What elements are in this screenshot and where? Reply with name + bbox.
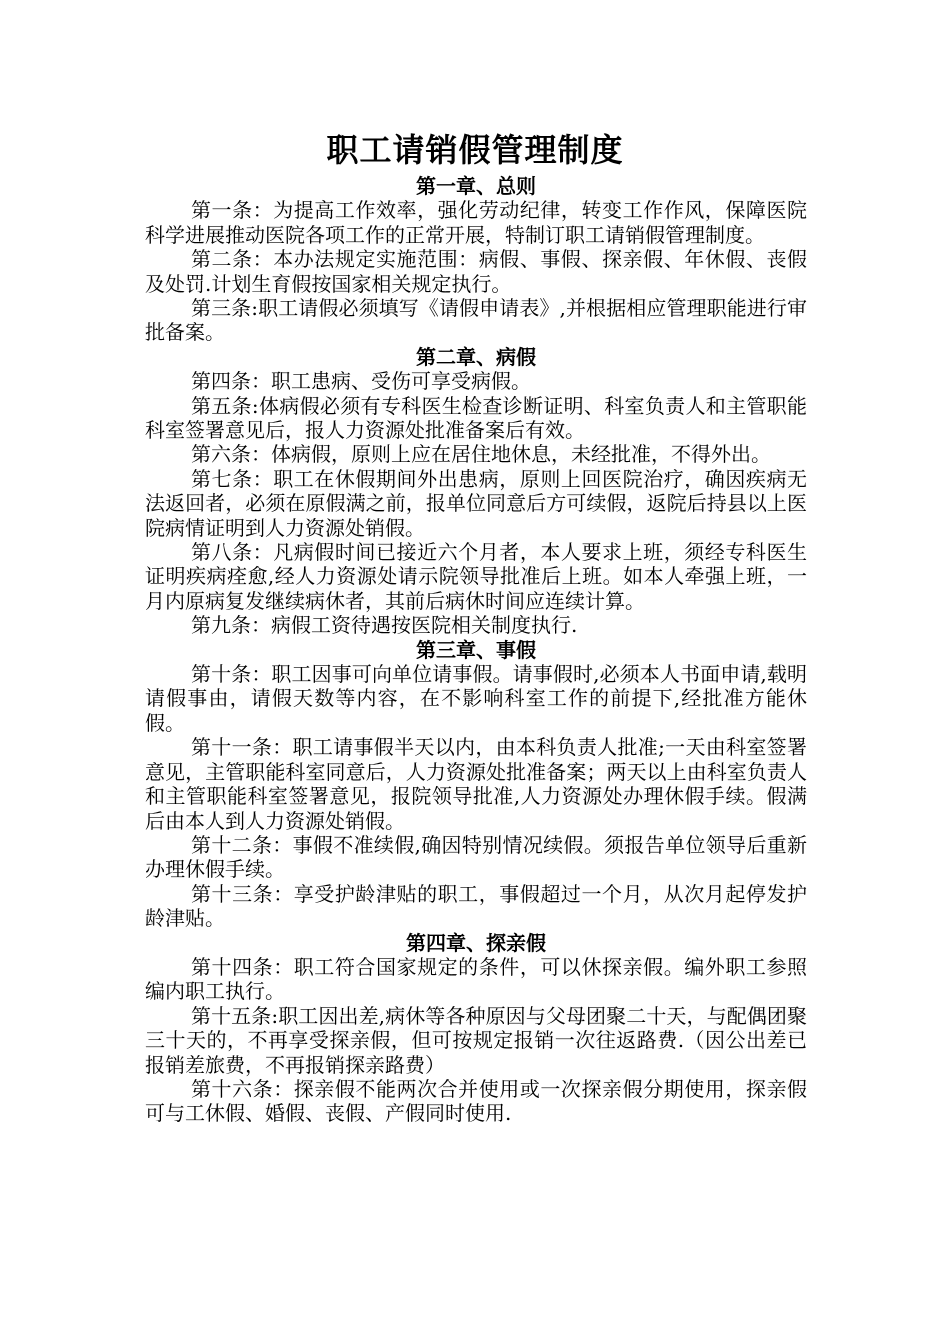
chapter-heading-4: 第四章、探亲假 [406,930,546,955]
article-13: 第十三条：享受护龄津贴的职工，事假超过一个月，从次月起停发护龄津贴。 [145,881,807,931]
document-body [145,174,807,1126]
article-12: 第十二条：事假不准续假,确因特别情况续假。须报告单位领导后重新办理休假手续。 [145,832,807,882]
article-10: 第十条：职工因事可向单位请事假。请事假时,必须本人书面申请,载明请假事由，请假天数等内容，在不影响科室工作的前提下,经批准方能休假。 [145,662,807,735]
article-15: 第十五条:职工因出差,病休等各种原因与父母团聚二十天，与配偶团聚三十天的，不再享受探亲假，但可按规定报销一次往返路费.（因公出差已报销差旅费，不再报销探亲路费） [145,1003,807,1077]
article-1: 第一条：为提高工作效率，强化劳动纪律，转变工作作风，保障医院科学进展推动医院各项工作的正常开展，特制订职工请销假管理制度。 [145,198,807,247]
article-3: 第三条:职工请假必须填写《请假申请表》,并根据相应管理职能进行审批备案。 [145,296,807,345]
article-16: 第十六条：探亲假不能两次合并使用或一次探亲假分期使用，探亲假可与工休假、婚假、丧假、产假同时使用. [145,1076,807,1126]
chapter-heading-3: 第三章、事假 [416,637,536,662]
chapter-heading-2: 第二章、病假 [416,344,536,369]
article-7: 第七条：职工在休假期间外出患病，原则上回医院治疗，确因疾病无法返回者，必须在原假满之前，报单位同意后方可续假，返院后持县以上医院病情证明到人力资源处销假。 [145,466,807,540]
article-5: 第五条:体病假必须有专科医生检查诊断证明、科室负责人和主管职能科室签署意见后，报人力资源处批准备案后有效。 [145,393,807,443]
article-2: 第二条：本办法规定实施范围：病假、事假、探亲假、年休假、丧假及处罚.计划生育假按国家相关规定执行。 [145,247,807,296]
article-6: 第六条：体病假，原则上应在居住地休息，未经批准，不得外出。 [191,442,771,467]
article-4: 第四条：职工患病、受伤可享受病假。 [191,369,531,394]
article-11: 第十一条：职工请事假半天以内，由本科负责人批准;一天由科室签署意见，主管职能科室同意后，人力资源处批准备案；两天以上由科室负责人和主管职能科室签署意见，报院领导批准,人力资源处办理休假手续。假满后由本人到人力资源处销假。 [145,735,807,833]
document-title: 职工请销假管理制度 [326,131,624,169]
article-9: 第九条：病假工资待遇按医院相关制度执行. [191,613,578,638]
article-8: 第八条：凡病假时间已接近六个月者，本人要求上班，须经专科医生证明疾病痊愈,经人力资源处请示院领导批准后上班。如本人牵强上班，一月内原病复发继续病休者，其前后病休时间应连续计算。 [145,540,807,613]
chapter-heading-1: 第一章、总则 [416,174,536,198]
article-14: 第十四条：职工符合国家规定的条件，可以休探亲假。编外职工参照编内职工执行。 [145,954,807,1004]
